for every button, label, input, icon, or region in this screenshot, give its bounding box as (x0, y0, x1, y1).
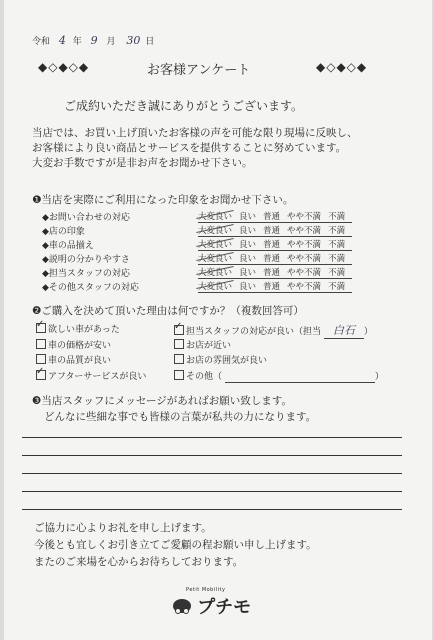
option-want-car[interactable] (36, 322, 120, 335)
option-after-service[interactable] (36, 369, 146, 382)
thanks-message: ご成約いただき誠にありがとうございます。 (64, 99, 304, 113)
car-icon (172, 597, 192, 615)
intro-text (32, 126, 358, 171)
q3-subheading: どんなに些細な事でも皆様の言葉が私共の力になります。 (44, 411, 317, 423)
date-line (32, 34, 154, 47)
closing-text (34, 520, 317, 571)
rating-option[interactable]: やや不満 (287, 254, 322, 264)
rating-option[interactable]: やや不満 (287, 212, 322, 222)
q1-row-label: ◆店の印象 (42, 227, 85, 237)
rating-option[interactable]: やや不満 (287, 282, 322, 292)
rating-option[interactable]: やや不満 (287, 226, 322, 236)
checkbox[interactable] (36, 323, 46, 333)
q1-row-label: ◆説明の分かりやすさ (42, 255, 130, 265)
option-label: 車の価格が安い (48, 341, 112, 351)
message-line[interactable] (22, 437, 402, 438)
rating-option[interactable]: 不満 (328, 226, 346, 236)
option-good-quality[interactable] (36, 353, 111, 366)
rating-option[interactable]: 良い (239, 226, 257, 236)
option-good-atmosphere[interactable] (174, 353, 267, 366)
date-month-unit: 月 (106, 37, 116, 47)
option-label: 担当スタッフの対応が良い（担当 (186, 327, 322, 337)
q1-rating-scale (198, 238, 352, 251)
page-title: お客様アンケート (147, 63, 251, 78)
q3-heading: ❸当店スタッフにメッセージがあればお願い致します。 (32, 395, 292, 407)
q1-rating-scale (198, 210, 352, 223)
q1-rating-scale (198, 280, 352, 293)
rating-option[interactable]: やや不満 (287, 268, 322, 278)
q2-heading: ❷ご購入を決めて頂いた理由は何ですか？（複数回答可） (32, 305, 304, 317)
rating-option[interactable]: 不満 (328, 268, 346, 278)
rating-option[interactable]: 不満 (328, 240, 346, 250)
rating-option[interactable]: 不満 (328, 282, 346, 292)
intro-line: 大変お手数ですが是非お声をお聞かせ下さい。 (32, 157, 253, 169)
q1-rating-scale (198, 224, 352, 237)
option-staff-good[interactable] (174, 322, 373, 339)
option-label: 車の品質が良い (48, 356, 112, 366)
option-other[interactable] (174, 369, 384, 383)
date-year: 4 (58, 34, 66, 47)
message-line[interactable] (22, 455, 402, 456)
header-diamonds-left: ◆◇◆◇◆ (38, 60, 90, 74)
q1-row-label: ◆お問い合わせの対応 (42, 213, 130, 223)
rating-option[interactable]: 普通 (263, 268, 281, 278)
logo-subtext: Petit Mobility (186, 587, 226, 593)
option-label: お店が近い (186, 341, 232, 351)
rating-option[interactable]: 良い (239, 254, 257, 264)
q1-row-label: ◆担当スタッフの対応 (42, 269, 130, 279)
option-label: その他（ (186, 372, 223, 382)
rating-option[interactable]: 大変良い (198, 240, 233, 250)
q1-rating-scale (198, 252, 352, 265)
rating-option[interactable]: 普通 (263, 282, 281, 292)
rating-option[interactable]: 大変良い (198, 268, 233, 278)
checkbox[interactable] (174, 325, 184, 335)
staff-name-handwritten: 白石 (324, 322, 364, 339)
intro-line: 当店では、お買い上げ頂いたお客様の声を可能な限り現場に反映し、 (32, 127, 358, 139)
message-line[interactable] (22, 491, 402, 492)
rating-option[interactable]: やや不満 (287, 240, 322, 250)
checkbox[interactable] (36, 354, 46, 364)
option-label: お店の雰囲気が良い (186, 356, 268, 366)
header-diamonds-right: ◆◇◆◇◆ (316, 60, 368, 74)
rating-option[interactable]: 普通 (263, 240, 281, 250)
option-label: 欲しい車があった (48, 325, 120, 335)
closing-line: ご協力に心よりお礼を申し上げます。 (34, 522, 212, 534)
checkbox[interactable] (36, 370, 46, 380)
rating-option[interactable]: 不満 (328, 212, 346, 222)
message-line[interactable] (22, 509, 402, 510)
intro-line: お客様により良い商品とサービスを提供することに努めています。 (32, 142, 347, 154)
survey-sheet (4, 0, 432, 640)
date-day-unit: 日 (145, 37, 155, 47)
rating-option[interactable]: 普通 (263, 212, 281, 222)
rating-option[interactable]: 普通 (263, 254, 281, 264)
date-year-unit: 年 (72, 37, 82, 47)
store-logo (172, 587, 252, 619)
date-era: 令和 (32, 37, 51, 47)
option-label: アフターサービスが良い (48, 372, 147, 382)
rating-option[interactable]: 大変良い (198, 212, 233, 222)
option-suffix: ） (374, 372, 384, 382)
rating-option[interactable]: 大変良い (198, 226, 233, 236)
checkbox[interactable] (36, 339, 46, 349)
rating-option[interactable]: 良い (239, 268, 257, 278)
rating-option[interactable]: 普通 (263, 226, 281, 236)
message-line[interactable] (22, 473, 402, 474)
checkbox[interactable] (174, 370, 184, 380)
rating-option[interactable]: 大変良い (198, 254, 233, 264)
rating-option[interactable]: 良い (239, 212, 257, 222)
rating-option[interactable]: 不満 (328, 254, 346, 264)
logo-text: プチモ (197, 597, 252, 618)
q1-rating-scale (198, 266, 352, 279)
checkbox[interactable] (174, 339, 184, 349)
other-blank[interactable] (225, 372, 375, 383)
rating-option[interactable]: 良い (239, 240, 257, 250)
q1-row-label: ◆車の品揃え (42, 241, 94, 251)
q1-heading: ❶当店を実際にご利用になった印象をお聞かせ下さい。 (32, 194, 294, 206)
option-cheap-price[interactable] (36, 338, 111, 351)
checkbox[interactable] (174, 354, 184, 364)
closing-line: 今後とも宜しくお引き立てご愛顧の程お願い申し上げます。 (34, 539, 317, 551)
date-day: 30 (126, 34, 141, 47)
date-month: 9 (90, 34, 98, 47)
closing-line: またのご来場を心からお待ちしております。 (34, 556, 244, 568)
rating-option[interactable]: 大変良い (198, 282, 233, 292)
option-suffix: ） (363, 327, 373, 337)
q1-row-label: ◆その他スタッフの対応 (42, 283, 139, 293)
rating-option[interactable]: 良い (239, 282, 257, 292)
option-store-near[interactable] (174, 338, 231, 351)
